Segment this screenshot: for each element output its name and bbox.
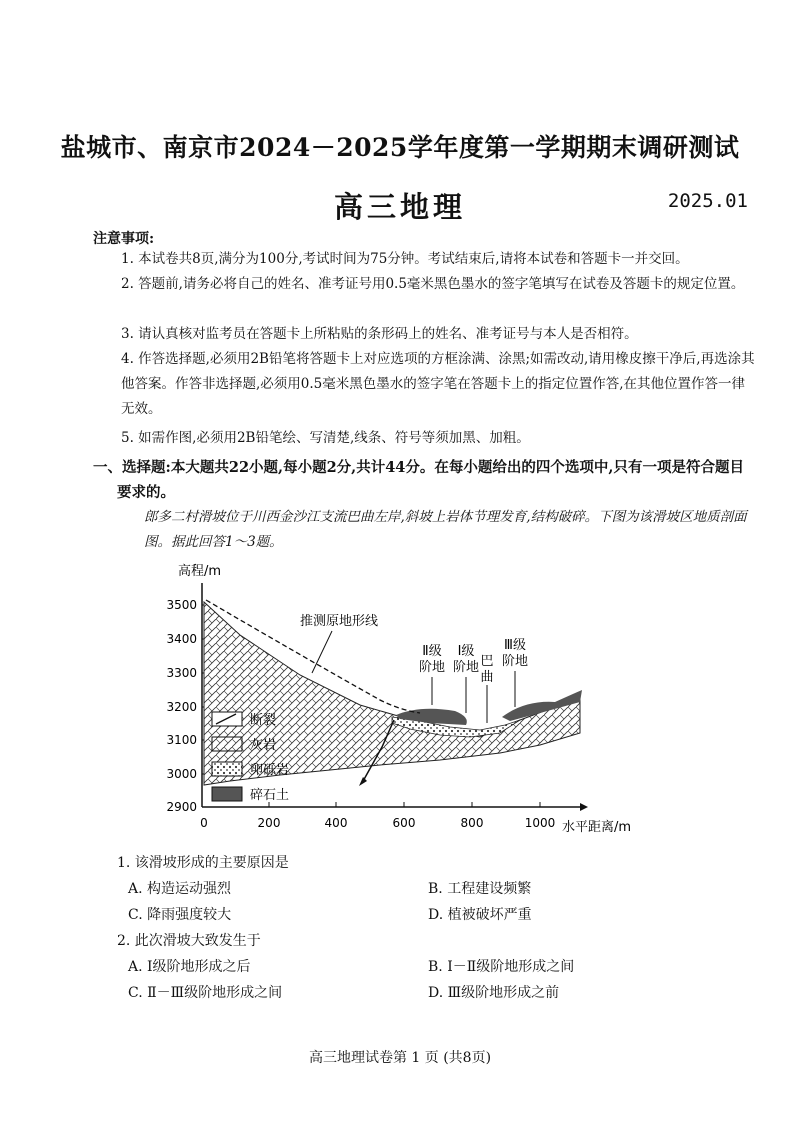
terrace-3-label: Ⅲ级 bbox=[504, 638, 526, 653]
terrace-3-label: 阶地 bbox=[501, 654, 529, 669]
section-heading: 一、选择题:本大题共22小题,每小题2分,共计44分。在每小题给出的四个选项中,只有一项是符合题目要求的。 bbox=[93, 459, 744, 501]
terrace-1-label: Ⅰ级 bbox=[457, 644, 475, 659]
notice-item: 2. 答题前,请务必将自己的姓名、准考证号用0.5毫米黑色墨水的签字笔填写在试卷及答题卡的规定位置。 bbox=[121, 276, 745, 292]
x-tick: 200 bbox=[257, 816, 281, 830]
question-stem: 2. 此次滑坡大致发生于 bbox=[117, 933, 261, 949]
original-terrain-label: 推测原地形线 bbox=[300, 614, 379, 629]
x-ticks bbox=[200, 802, 555, 830]
y-tick: 3400 bbox=[166, 632, 197, 646]
notice-item: 1. 本试卷共8页,满分为100分,考试时间为75分钟。考试结束后,请将本试卷和答题卡一并交回。 bbox=[121, 251, 689, 267]
option: D. Ⅲ级阶地形成之前 bbox=[428, 985, 560, 1001]
x-tick: 0 bbox=[200, 816, 208, 830]
option: B. 工程建设频繁 bbox=[428, 881, 532, 897]
x-tick: 1000 bbox=[524, 816, 556, 830]
legend-conglomerate-swatch bbox=[212, 762, 242, 776]
x-tick: 800 bbox=[460, 816, 484, 830]
option: C. Ⅱ－Ⅲ级阶地形成之间 bbox=[128, 985, 283, 1001]
notice-item: 3. 请认真核对监考员在答题卡上所粘贴的条形码上的姓名、准考证号与本人是否相符。 bbox=[121, 326, 638, 342]
river-label: 曲 bbox=[480, 670, 494, 685]
x-tick: 400 bbox=[324, 816, 348, 830]
page-title: 盐城市、南京市2024－2025学年度第一学期期末调研测试 bbox=[60, 133, 740, 162]
question-stem: 1. 该滑坡形成的主要原因是 bbox=[117, 855, 289, 871]
option: A. Ⅰ级阶地形成之后 bbox=[128, 959, 251, 975]
y-tick: 3500 bbox=[166, 598, 197, 612]
legend-limestone-swatch bbox=[212, 737, 242, 751]
y-tick: 2900 bbox=[166, 800, 197, 814]
y-tick: 3000 bbox=[166, 767, 197, 781]
passage: 郎多二村滑坡位于川西金沙江支流巴曲左岸,斜坡上岩体节理发育,结构破碎。下图为该滑坡区地质剖面图。据此回答1～3题。 bbox=[144, 509, 747, 550]
y-tick: 3100 bbox=[166, 733, 197, 747]
x-axis-arrow bbox=[580, 803, 588, 811]
notice-item: 5. 如需作图,必须用2B铅笔绘、写清楚,线条、符号等须加黑、加粗。 bbox=[121, 430, 530, 446]
legend-debris-swatch bbox=[212, 787, 242, 801]
limestone-layer bbox=[204, 602, 580, 785]
y-ticks bbox=[166, 598, 207, 814]
terrace-2-label: Ⅱ级 bbox=[422, 644, 442, 659]
x-tick: 600 bbox=[392, 816, 416, 830]
legend-label: 断裂 bbox=[250, 713, 277, 728]
y-tick: 3300 bbox=[166, 666, 197, 680]
option: C. 降雨强度较大 bbox=[128, 907, 232, 923]
river-label: 巴 bbox=[480, 654, 494, 669]
y-tick: 3200 bbox=[166, 700, 197, 714]
notice-heading: 注意事项: bbox=[93, 231, 155, 247]
y-axis-label: 高程/m bbox=[178, 564, 222, 579]
x-axis-label: 水平距离/m bbox=[562, 820, 632, 835]
geologic-profile-figure bbox=[0, 555, 800, 855]
option: A. 构造运动强烈 bbox=[128, 881, 232, 897]
legend-label: 卵砾岩 bbox=[250, 763, 290, 778]
terrace-2-label: 阶地 bbox=[418, 660, 446, 675]
legend-label: 碎石土 bbox=[250, 788, 290, 803]
page-footer: 高三地理试卷第 1 页 (共8页) bbox=[308, 1050, 492, 1066]
terrace-1-label: 阶地 bbox=[452, 660, 480, 675]
legend-label: 灰岩 bbox=[250, 738, 277, 753]
subject-title: 高三地理 bbox=[333, 190, 466, 224]
notice-item: 4. 作答选择题,必须用2B铅笔将答题卡上对应选项的方框涂满、涂黑;如需改动,请用橡皮擦干净后,再选涂其他答案。作答非选择题,必须用0.5毫米黑色墨水的签字笔在答题卡上的指定位置作答,在其他位置作答一律无效。 bbox=[121, 351, 755, 417]
option: B. Ⅰ－Ⅱ级阶地形成之间 bbox=[428, 959, 575, 975]
option: D. 植被破坏严重 bbox=[428, 907, 532, 923]
exam-date: 2025.01 bbox=[667, 190, 748, 212]
